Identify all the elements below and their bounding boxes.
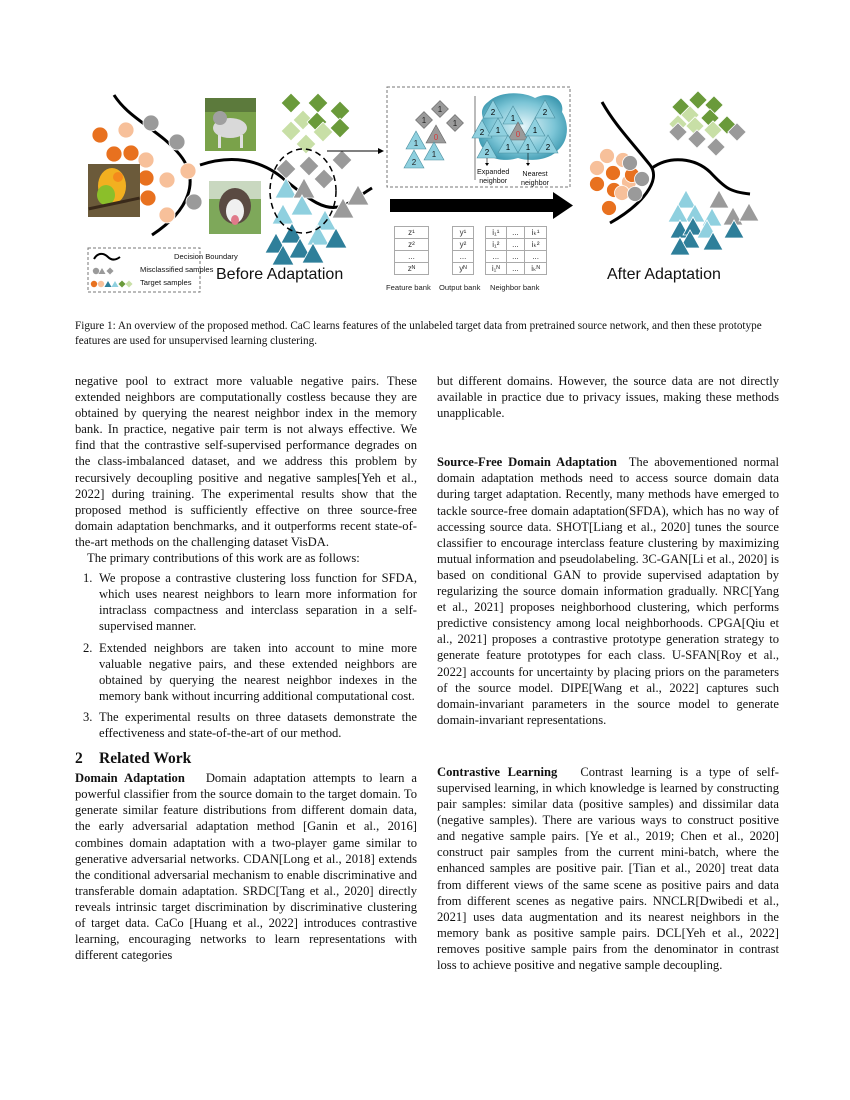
svg-text:1: 1 <box>505 143 511 152</box>
sample-neighbors-left <box>404 101 463 168</box>
sfda-heading: Source-Free Domain Adaptation <box>437 455 617 470</box>
sfda-paragraph: Source-Free Domain Adaptation The abovementioned normal domain adaptation methods need to access source domain data during target adaptation. Recently, many methods have emerged to tackle source-free domain adaptation(SFDA), which has no way of accessing source data. SHOT[Liang et al., 2020] tunes the source classifier to encourage interclass feature clustering by maximizing mutual information and pseudolabeling. 3C-GAN[Li et al., 2020] is based on conditional GAN to provide supervised adaptation by regularizing the source domain information gradually. NRC[Yang et al., 2021] proposes neighborhood clustering, which performs predictive consistency among local neighborhoods. CPGA[Qiu et al., 2021] proposes a contrastive prototype generation strategy to generate feature prototypes for each class. U-SFAN[Roy et al., 2022] accounts for uncertainty by placing priors on the parameters of the source model. DIPE[Wang et al., 2022] captures such domain-invariant parameters in the source model to generate domain-invariant representations. <box>437 455 780 727</box>
neighbor-cloud-right <box>472 93 567 166</box>
domain-adaptation-paragraph: Domain Adaptation Domain adaptation attempts to learn a powerful classifier from the source domain to the target domain. To generate similar feature distributions from different domain data, the early adversarial adaptation method [Ganin et al., 2016] combines domain adaptation with a two-player game similar to generative adversarial networks. CDAN[Long et al., 2018] extends the conditional adversarial mechanism to enable discriminative and transferable domain adaptation. SRDC[Tang et al., 2020] directly reveals intrinsic target discrimination by discriminative clustering of target data. CaCo [Huang et al., 2022] introduces contrastive learning, encouraging networks to learn representations with different categories <box>75 771 417 963</box>
contributions-list <box>75 570 417 741</box>
svg-text:0: 0 <box>433 133 439 142</box>
svg-text:2: 2 <box>479 128 485 137</box>
diamonds-after <box>669 91 746 156</box>
svg-text:0: 0 <box>515 130 521 139</box>
intro-paragraph: negative pool to extract more valuable negative pairs. These extended neighbors are computationally costless because they are obtained by querying the nearest neighbor index in the memory bank. In practice, negative pair term is not always effective. We find that the contrastive self-supervised performance degrades on the class-imbalanced dataset, and we address this problem by recursively decoupling positive and negative samples[Yeh et al., 2022] during training. The experimental results show that the proposed method is sufficiently effective on three source-free domain adaptation benchmarks, and it outperforms recent state-of-the-art methods on the challenging dataset VisDA. <box>75 374 417 549</box>
husky-photo-2 <box>209 181 261 234</box>
before-adaptation-label: Before Adaptation <box>216 266 344 283</box>
contribution-item: 2. Extended neighbors are taken into account to mine more valuable negative pairs, and these extended neighbors are obtained by querying the nearest neighbor indexes in the memory bank without incurring additional computational cost. <box>83 640 417 703</box>
neighbor-bank-table: i₁¹ ... iₖ¹ i₁² ... iₖ² ... ... ... i₁ᴺ ... iₖᴺ <box>485 226 547 275</box>
contrastive-learning-heading: Contrastive Learning <box>437 764 558 779</box>
contrastive-learning-paragraph: Contrastive Learning Contrast learning is a type of self-supervised learning, in which knowledge is learned by constructing pair samples: similar data (positive samples) and dissimilar data (negative samples). There are various ways to construct positive and negative sample pairs. [Ye et al., 2019; Chen et al., 2020] construct pair samples from the current mini-batch, where the enhanced samples are positive pair. [Tian et al., 2020] treat data from different views of the same scene as positive pairs and data from different scenes as negative pairs. NNCLR[Dwibedi et al., 2021] uses data augmentation and its nearest neighbors in the memory bank as positive sample pairs. DCL[Yeh et al., 2022] removes positive sample pairs from the denominator in contrast loss to achieve positive and negative sample decoupling. <box>437 764 779 972</box>
green-diamonds-before <box>281 93 350 154</box>
svg-text:2: 2 <box>545 143 551 152</box>
figure-caption: Figure 1: An overview of the proposed method. CaC learns features of the unlabeled target data from pretrained source network, and then these prototype features are used for unsupervised learning clustering. <box>75 320 762 347</box>
after-adaptation-label: After Adaptation <box>607 266 721 283</box>
svg-text:1: 1 <box>525 143 531 152</box>
output-bank-label: Output bank <box>439 283 481 292</box>
contribution-item: 3. The experimental results on three datasets demonstrate the effectiveness and state-of-the-art of our method. <box>83 709 417 740</box>
contribution-item: 1. We propose a contrastive clustering loss function for SFDA, which uses nearest neighbors to learn more information for intraclass compactness and interclass separation in a self-supervised manner. <box>83 571 417 634</box>
section-heading-related-work: 2 Related Work <box>75 750 192 768</box>
adaptation-arrow <box>390 199 555 212</box>
svg-text:1: 1 <box>413 139 419 148</box>
svg-text:1: 1 <box>495 126 501 135</box>
svg-text:1: 1 <box>431 150 437 159</box>
legend-decision-boundary: Decision Boundary <box>174 252 238 261</box>
domain-adaptation-heading: Domain Adaptation <box>75 771 185 786</box>
svg-text:1: 1 <box>421 116 427 125</box>
svg-text:1: 1 <box>532 126 538 135</box>
svg-text:1: 1 <box>437 105 443 114</box>
husky-photo-1 <box>205 98 256 151</box>
triangles-after <box>668 190 759 255</box>
contributions-intro: The primary contributions of this work are as follows: <box>87 551 360 566</box>
legend-misclassified: Misclassified samples <box>140 265 214 274</box>
feature-bank-label: Feature bank <box>386 283 431 292</box>
svg-text:1: 1 <box>510 114 516 123</box>
neighbor-bank-label: Neighbor bank <box>490 283 540 292</box>
feature-bank-table: z¹ z² ... zᴺ <box>394 226 429 275</box>
continuation-paragraph: but different domains. However, the source data are not directly available in practice due to privacy issues, making these methods unapplicable. <box>437 374 779 421</box>
legend-target: Target samples <box>140 278 192 287</box>
right-column <box>437 373 779 973</box>
parrot-photo <box>88 164 140 217</box>
nearest-neighbor-label: Nearest neighbor <box>521 169 549 187</box>
overview-figure <box>70 80 782 300</box>
svg-text:2: 2 <box>484 148 490 157</box>
svg-text:2: 2 <box>490 108 496 117</box>
left-column <box>75 373 417 963</box>
expanded-neighbor-label: Expanded neighbor <box>477 167 510 185</box>
svg-text:2: 2 <box>411 158 417 167</box>
svg-text:1: 1 <box>452 119 458 128</box>
output-bank-table: y¹ y² ... yᴺ <box>452 226 474 275</box>
svg-text:2: 2 <box>542 108 548 117</box>
